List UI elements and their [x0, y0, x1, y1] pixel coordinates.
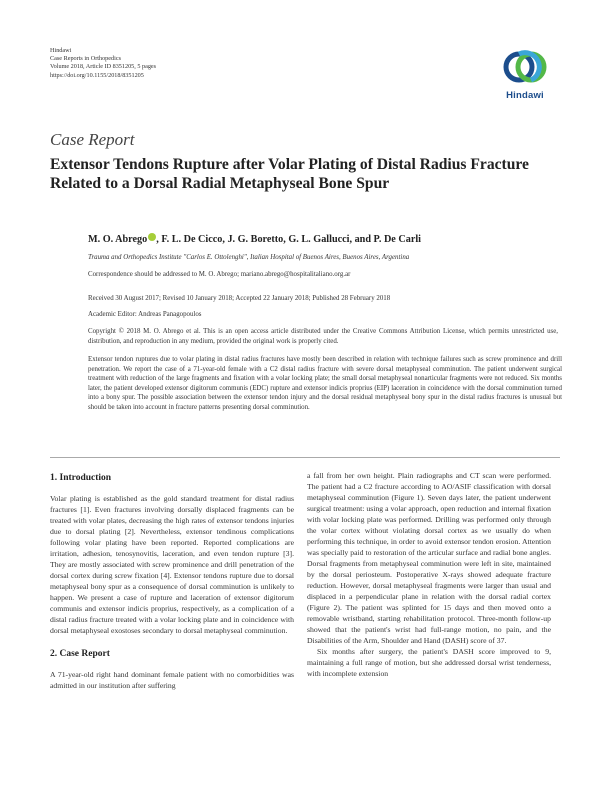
section-divider [50, 457, 560, 458]
affiliation: Trauma and Orthopedics Institute "Carlos E. Ottolenghi", Italian Hospital of Buenos Aires, Buenos Aires, Argentina [88, 254, 410, 261]
column-right [307, 470, 551, 679]
column-left [50, 470, 294, 691]
publisher-name: Hindawi [50, 47, 72, 54]
abstract: Extensor tendon ruptures due to volar plating in distal radius fractures have mostly been described in relation with technique failures such as screw prominence and drill penetration. We report the case of a 71-year-old female with a C2 distal radius fracture with severe dorsal metaphyseal comminution. The patient underwent surgical treatment with reduction of the large fragments and fixation with a volar locking plate; the small dorsal metaphyseal nonarticular fragments were not reduced. Six months later, the patient developed extensor digitorum communis (EDC) rupture and extensor indicis proprius (EIP) laceration in coincidence with the dorsal comminution turned into a bony spur. The possible association between the extensor tendon injury and the dorsal residual metaphyseal bony spur in the distal radius fractures is unusual but should be taken into account in fracture patterns presenting dorsal comminution. [88, 356, 562, 411]
article-type: Case Report [50, 130, 135, 149]
journal-meta [50, 47, 156, 80]
correspondence: Correspondence should be addressed to M. O. Abrego; mariano.abrego@hospitalitaliano.org.ar [88, 271, 351, 278]
section-heading-introduction: 1. Introduction [50, 473, 112, 483]
volume-info: Volume 2018, Article ID 8351205, 5 pages [50, 63, 157, 71]
copyright-notice: Copyright © 2018 M. O. Abrego et al. This is an open access article distributed under the Creative Commons Attribution License, which permits unrestricted use, distribution, and reproduction in any medium, provided the original work is properly cited. [88, 328, 558, 345]
publication-dates: Received 30 August 2017; Revised 10 January 2018; Accepted 22 January 2018; Published 28 February 2018 [88, 295, 391, 302]
doi-link[interactable]: https://doi.org/10.1155/2018/8351205 [50, 71, 144, 79]
followup-paragraph: Six months after surgery, the patient's DASH score improved to 9, maintaining a full range of motion, but she addressed dorsal wrist tenderness, with incomplete extension [307, 647, 551, 678]
intro-paragraph: Volar plating is established as the gold standard treatment for distal radius fractures [1]. Even fractures involving dorsally displaced fragments can be treated with volar plates, decreasing the high rates of extensor tendons injuries due to dorsal plating [2]. Nevertheless, extensor tendinous complications following volar plating have been reported. Reported complications are irritation, adhesion, tenosynovitis, laceration, and even tendon rupture [3]. They are mostly associated with screw prominence and drill penetration of the dorsal cortex during screw fixation [4]. Extensor tendons rupture due to dorsal metaphyseal bony spur as a consequence of dorsal comminution is unlikely to happen. We present a case of rupture and laceration of extensor digitorum communis and extensor indicis proprius, respectively, as a complication of a distal radius fracture treated with a volar locking plate and in coincidence with dorsal metaphyseal exostoses secondary to dorsal metaphyseal comminution. [50, 494, 294, 635]
logo-wordmark: Hindawi [506, 90, 544, 101]
journal-name: Case Reports in Orthopedics [50, 55, 121, 63]
article-title: Extensor Tendons Rupture after Volar Plating of Distal Radius Fracture Related to a Dorsal Radial Metaphyseal Bone Spur [50, 156, 529, 192]
other-authors: , F. L. De Cicco, J. G. Boretto, G. L. Gallucci, and P. De Carli [156, 234, 421, 245]
hindawi-logo-icon [497, 48, 553, 88]
case-paragraph-continued: a fall from her own height. Plain radiographs and CT scan were performed. The patient had a C2 fracture according to AO/ASIF classification with dorsal metaphyseal comminution (Figure 1). Seven days later, the patient underwent surgical treatment: using a volar approach, open reduction and internal fixation with volar locking plate was performed. Drilling was performed only through the volar cortex without violating dorsal cortex as we usually do when performing this technique, in order to avoid extensor tendon erosion. Attention was specially paid to restoration of the articular surface and radial bone angles. Dorsal fragments from metaphyseal comminution were left in site, maintained by the dorsal periosteum. Postoperative X-rays showed adequate fracture reduction. However, dorsal metaphyseal fragments were larger than usual and displaced in a perpendicular plane in relation with the dorsal radial cortex (Figure 2). The patient was splinted for 15 days and then moved onto a removable wristband, starting rehabilitation protocol. Three-month follow-up showed that the patient's wrist had full-range motion, no pain, and the Disabilities of the Arm, Shoulder and Hand (DASH) score of 37. [307, 471, 551, 645]
academic-editor: Academic Editor: Andreas Panagopoulos [88, 311, 202, 318]
case-paragraph: A 71-year-old right hand dominant female patient with no comorbidities was admitted in our institution after suffering [50, 670, 294, 690]
first-author[interactable]: M. O. Abrego [88, 234, 148, 245]
section-heading-case-report: 2. Case Report [50, 649, 110, 659]
author-list [88, 233, 421, 245]
hindawi-logo [497, 48, 553, 106]
